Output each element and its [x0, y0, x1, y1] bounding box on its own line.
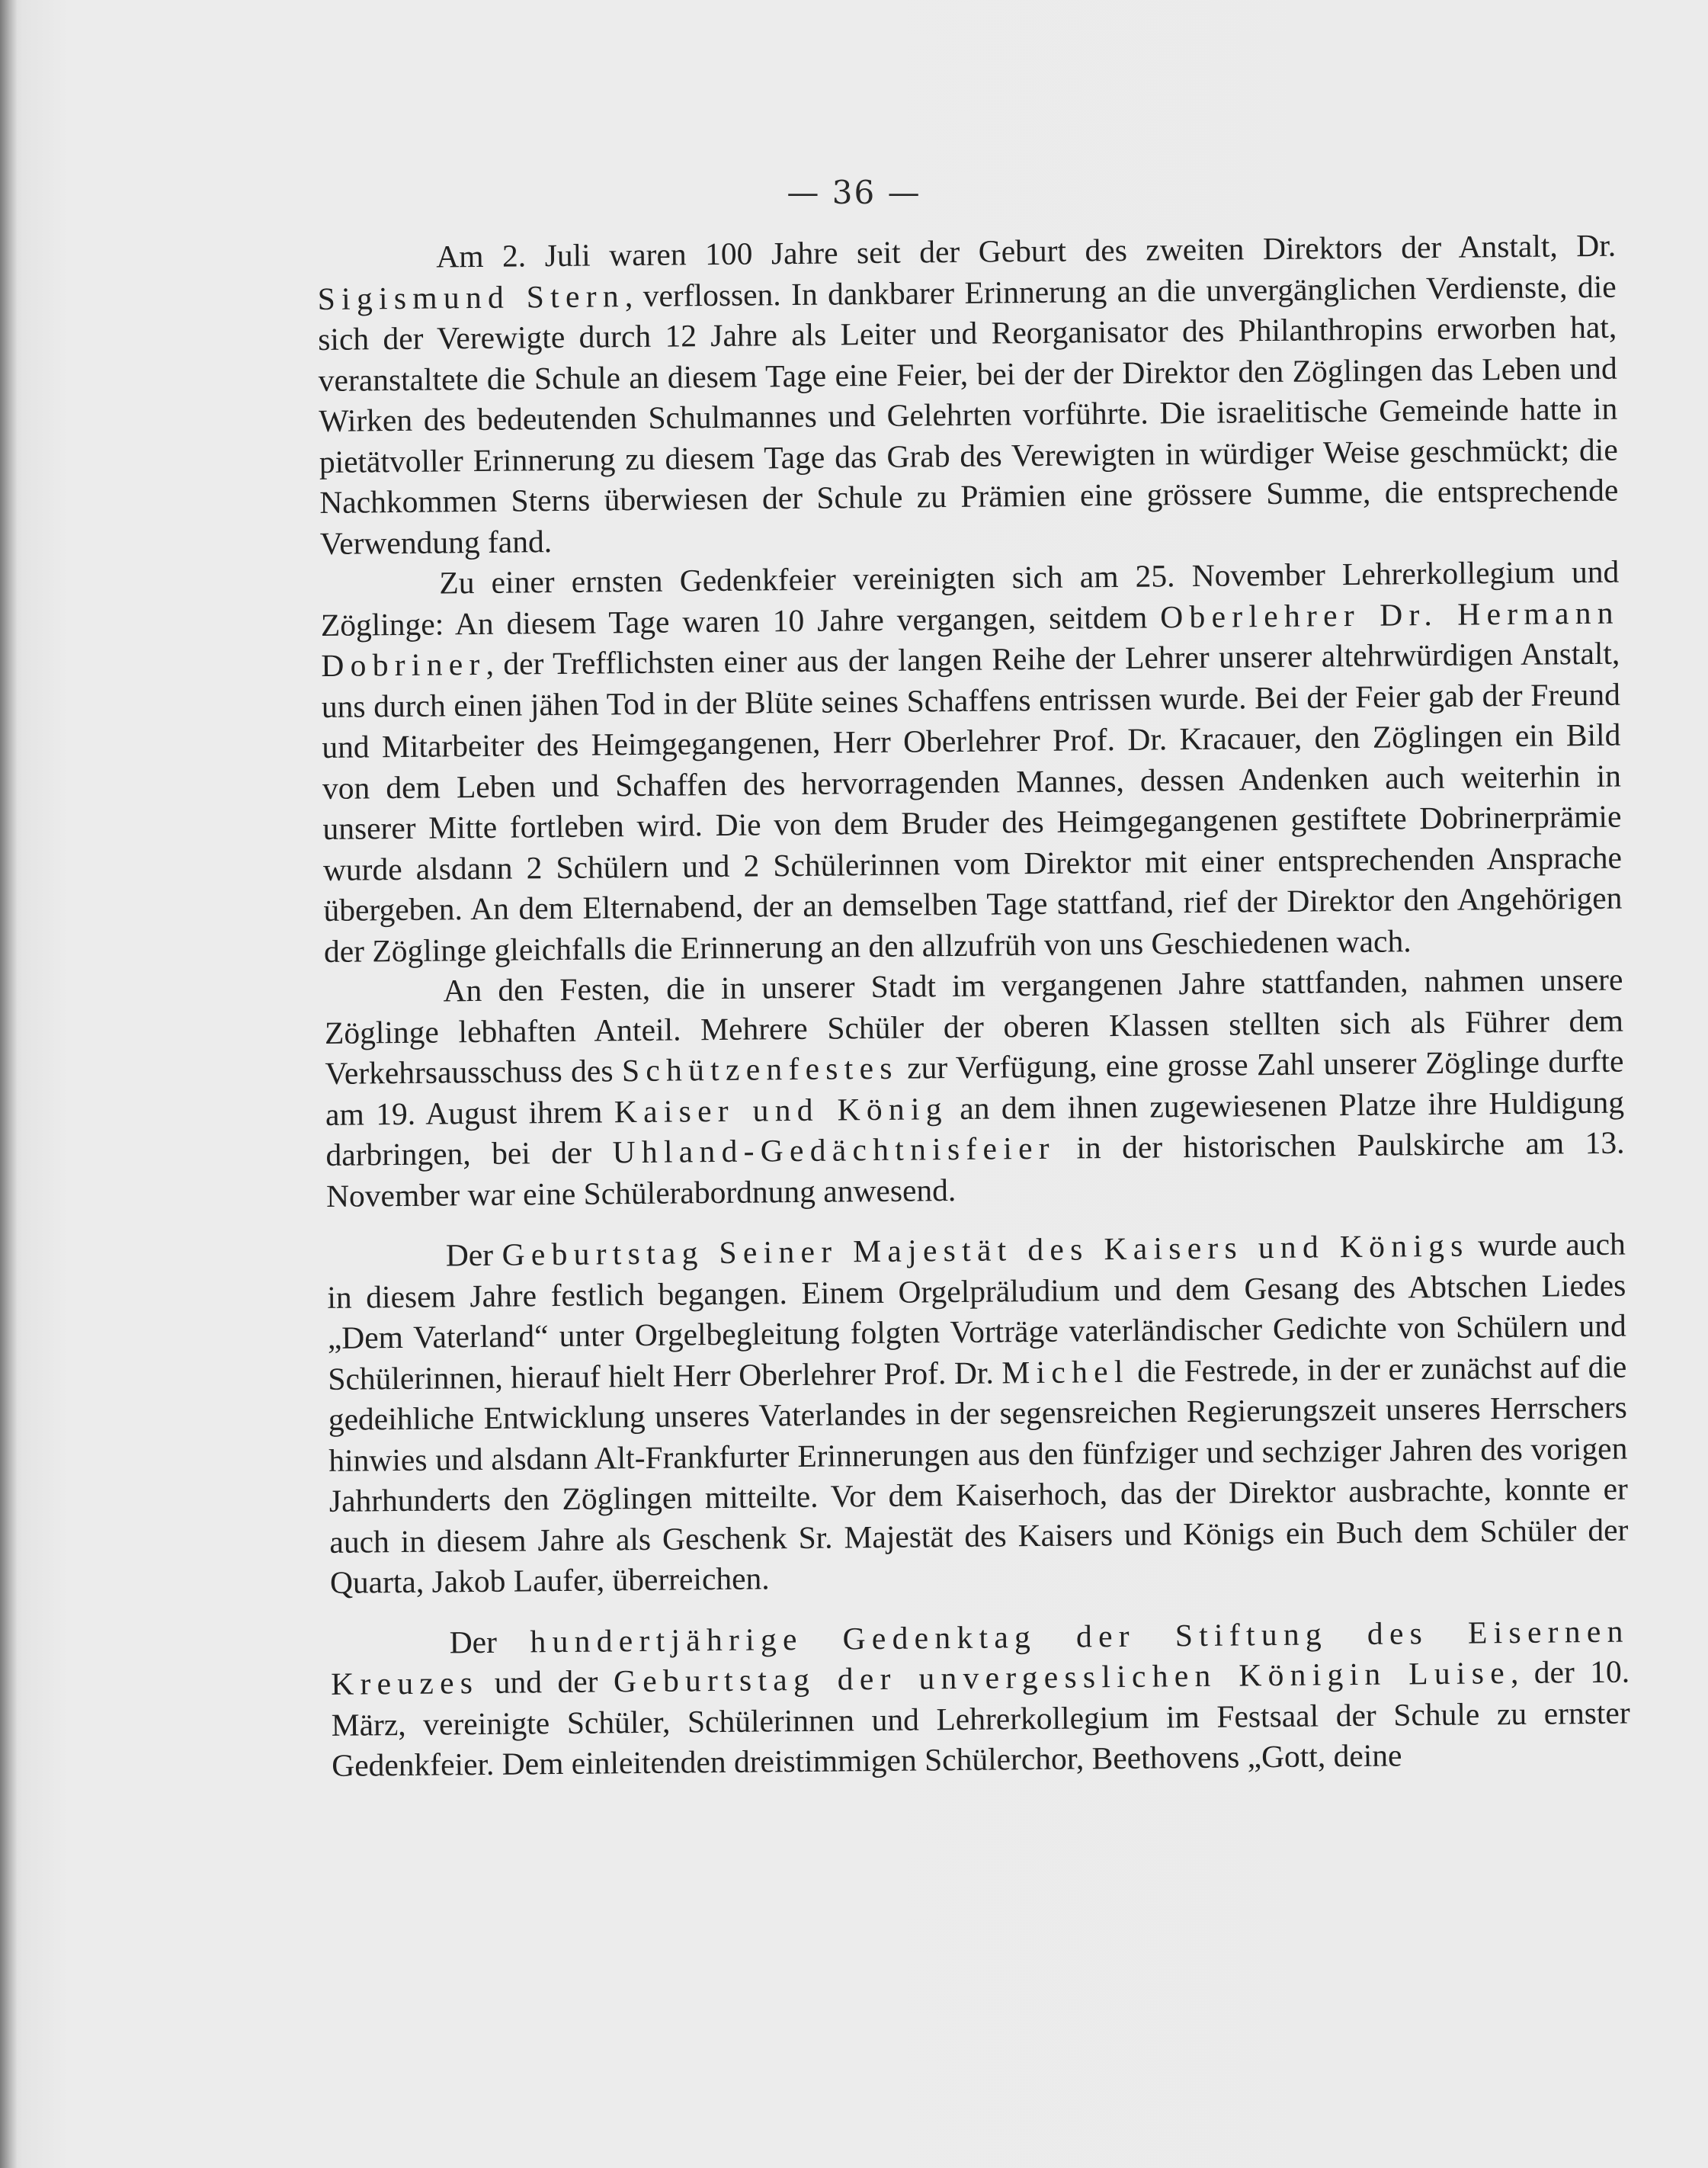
text-run: die Festrede, in der er zunächst auf die gedeihliche Entwicklung unseres Vaterlandes in der segensreichen Regierungszeit unseres Herrschers hinwies und alsdann Alt-Frankfurter Erinnerungen aus den fünfziger und sechziger Jahren des vorigen Jahrhunderts den Zöglingen mitteilte. Vor dem Kaiserhoch, das der Direktor ausbrachte, konnte er auch in diesem Jahre als Geschenk Sr. Majestät des Kaisers und Königs ein Buch dem Schüler der Quarta, Jakob Laufer, überreichen.: [328, 1349, 1629, 1600]
emphasized-name: Geburtstag der unvergesslichen Königin Luise: [613, 1655, 1511, 1699]
paragraph-3: [324, 960, 1625, 1217]
emphasized-name: Geburtstag Seiner Majestät des Kaisers und Königs: [502, 1227, 1469, 1272]
text-run: An den Festen, die in unserer Stadt im vergangenen Jahre stattfanden, nahmen unsere Zöglinge lebhaften Anteil. Mehrere Schüler der oberen Klassen stellten sich als Führer dem Verkehrsausschuss des: [324, 961, 1624, 1091]
text-run: an dem ihnen zugewiesenen Platze ihre Huldigung darbringen, bei der: [325, 1084, 1625, 1172]
text-run: wurde auch in diesem Jahre festlich begangen. Einem Orgelpräludium und dem Gesang des Abtschen Liedes „Dem Vaterland“ unter Orgelbegleitung folgten Vorträge vaterländischer Gedichte von Schülern und Schülerinnen, hierauf hielt Herr Oberlehrer Prof. Dr.: [327, 1226, 1626, 1397]
text-run: zur Verfügung, eine grosse Zahl unserer Zöglinge durfte am 19. August ihrem: [325, 1043, 1624, 1132]
text-run: und der: [479, 1663, 614, 1701]
emphasized-name: Schützenfestes: [621, 1050, 899, 1089]
text-run: in der historischen Paulskirche am 13. November war eine Schülerabordnung anwesend.: [325, 1124, 1625, 1214]
emphasized-name: Michel: [1001, 1353, 1130, 1390]
body-text: [317, 226, 1630, 1787]
text-run: Am 2. Juli waren 100 Jahre seit der Geburt des zweiten Direktors der Anstalt, Dr.: [436, 227, 1617, 274]
text-run: Zu einer ernsten Gedenkfeier vereinigten sich am 25. November Lehrerkollegium und Zöglinge: An diesem Tage waren 10 Jahre vergangen, seitdem: [320, 553, 1620, 643]
paragraph-5: [330, 1611, 1630, 1786]
emphasized-name: Oberlehrer Dr. Hermann Dobriner: [321, 595, 1620, 683]
emphasized-name: Kaiser und König: [614, 1090, 949, 1129]
emphasized-name: Sigismund Stern: [317, 277, 626, 316]
text-run: Der: [449, 1623, 530, 1660]
paragraph-1: [317, 226, 1619, 564]
text-run: , der Trefflichsten einer aus der langen Reihe der Lehrer unserer altehrwürdigen Anstalt, uns durch einen jähen Tod in der Blüte seines Schaffens entrissen wurde. Bei der Feier gab der Freund und Mitarbeiter des Heimgegangenen, Herr Oberlehrer Prof. Dr. Kracauer, den Zöglingen ein Bild von dem Leben und Schaffen des hervorragenden Mannes, dessen Andenken auch weiterhin in unserer Mitte fortleben wird. Die von dem Bruder des Heimgegangenen gestiftete Dobrinerprämie wurde alsdann 2 Schülern und 2 Schülerinnen vom Direktor mit einer entsprechenden Ansprache übergeben. An dem Elternabend, der an demselben Tage stattfand, rief der Direktor den Angehörigen der Zöglinge gleichfalls die Erinnerung an den allzufrüh von uns Geschiedenen wach.: [321, 635, 1623, 969]
paragraph-4: [327, 1224, 1629, 1604]
emphasized-name: Uhland-Gedächtnisfeier: [612, 1130, 1056, 1170]
text-run: Der: [445, 1236, 502, 1273]
emphasized-name: hundertjährige Gedenktag der Stiftung des Eisernen Kreuzes: [330, 1613, 1629, 1701]
text-run: , der 10. März, vereinigte Schüler, Schülerinnen und Lehrerkollegium im Festsaal der Schule zu ernster Gedenkfeier. Dem einleitenden dreistimmigen Schülerchor, Beethovens „Gott, deine: [331, 1653, 1630, 1783]
paragraph-2: [320, 552, 1623, 972]
text-run: , verflossen. In dankbarer Erinnerung an die unvergänglichen Verdienste, die sich der Verewigte durch 12 Jahre als Leiter und Reorganisator des Philanthropins erworben hat, veranstaltete die Schule an diesem Tage eine Feier, bei der der Direktor den Zöglingen das Leben und Wirken des bedeutenden Schulmannes und Gelehrten vorführte. Die israelitische Gemeinde hatte in pietätvoller Erinnerung zu diesem Tage das Grab des Verewigten in würdiger Weise geschmückt; die Nachkommen Sterns überwiesen der Schule zu Prämien eine grössere Summe, die entsprechende Verwendung fand.: [318, 268, 1619, 561]
page-edge-shadow: [0, 0, 17, 2168]
page-number: — 36 —: [787, 174, 921, 211]
